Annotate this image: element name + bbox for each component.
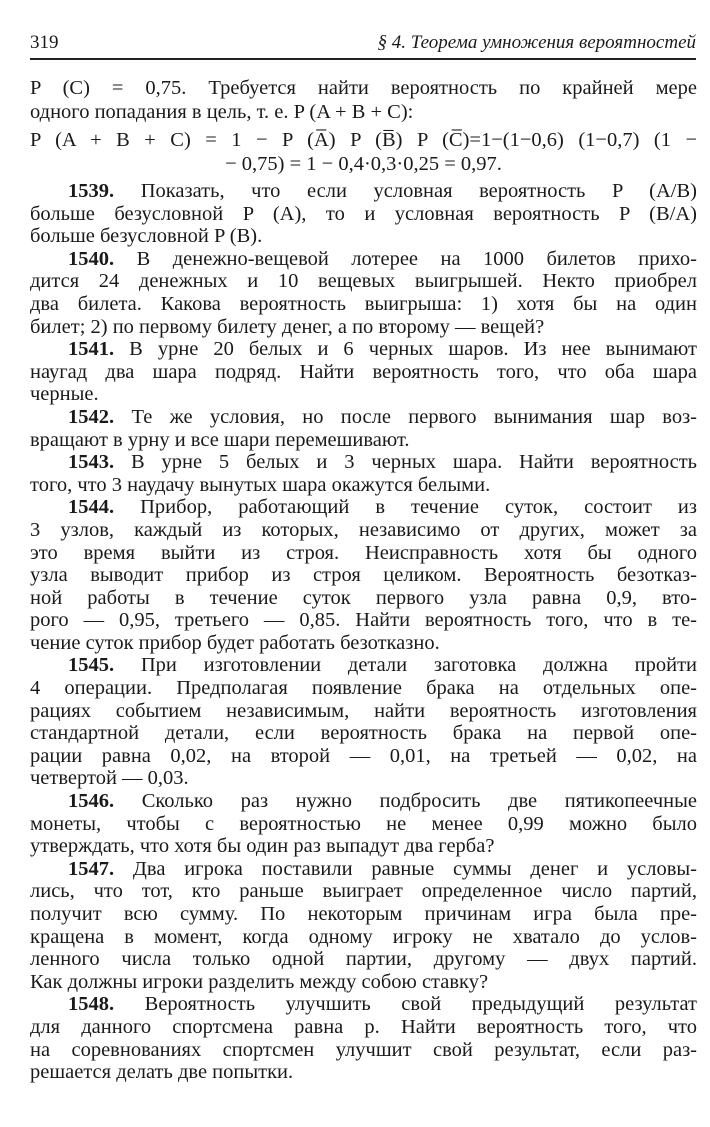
text-line: узла выводит прибор из строя целиком. Вероятность безотказ- [30, 564, 697, 587]
text-line: кращена в момент, когда одному игроку не хватало до услов- [30, 925, 697, 948]
text-line: наугад два шара подряд. Найти вероятность того, что оба шара [30, 360, 697, 383]
problem-text: Сколько раз нужно подбросить две пятикопеечные [141, 790, 697, 813]
problem-text: Вероятность улучшить свой предыдущий результат [144, 993, 698, 1016]
text-line [30, 654, 697, 677]
text-line: ной работы в течение суток первого узла равна 0,9, вто- [30, 586, 697, 609]
text-line: лись, что тот, кто раньше выиграет определенное число партий, [30, 880, 697, 903]
problem-text: Прибор, работающий в течение суток, состоит из [140, 496, 697, 519]
text-line: больше безусловной P (A), то и условная вероятность P (B/A) [30, 202, 697, 225]
problem-text: Те же условия, но после первого вынимания шар воз- [131, 405, 698, 428]
running-header [30, 32, 696, 60]
problem-number: 1543. [68, 451, 115, 474]
problem-text: В урне 5 белых и 3 черных шара. Найти вероятность [130, 451, 697, 474]
text-line: два билета. Какова вероятность выигрыша: 1) хотя бы на один [30, 292, 697, 315]
problem-1539 [30, 180, 697, 248]
text-line [30, 858, 697, 881]
text-line [30, 451, 697, 474]
text-line: чение суток прибор будет работать безотказно. [30, 631, 440, 654]
text-line [30, 180, 697, 203]
problem-text: В денежно-вещевой лотерее на 1000 билетов прихо- [136, 247, 698, 270]
problem-number: 1539. [68, 180, 115, 202]
problem-text: При изготовлении детали заготовка должна пройти [140, 654, 697, 677]
text-line: P (C) = 0,75. Требуется найти вероятность по крайней мере [30, 77, 697, 99]
text-line: решается делать две попытки. [30, 1061, 294, 1084]
text-line: дится 24 денежных и 10 вещевых выигрышей. Некто приобрел [30, 270, 697, 293]
problem-number: 1542. [68, 405, 115, 428]
problem-number: 1540. [68, 247, 115, 270]
text-line: стандартной детали, если вероятность брака на первой опе- [30, 722, 697, 745]
text-line: получит всю сумму. По некоторым причинам игра была пре- [30, 903, 697, 925]
problem-number: 1546. [68, 790, 115, 813]
text-line: монеты, чтобы с вероятностью не менее 0,99 можно было [30, 812, 697, 835]
text-line: утверждать, что хотя бы один раз выпадут два герба? [30, 835, 495, 858]
text-line: того, что 3 наудачу вынутых шара окажутся белыми. [30, 473, 491, 496]
formula-line: − 0,75) = 1 − 0,4·0,3·0,25 = 0,97. [225, 153, 502, 175]
text-line: рации равна 0,02, на второй — 0,01, на третьей — 0,02, на [30, 744, 697, 767]
problem-text: Показать, что если условная вероятность P (A/B) [140, 180, 697, 202]
text-line: черные. [30, 383, 99, 406]
problem-number: 1547. [68, 857, 115, 880]
text-line [30, 338, 697, 361]
problem-1540 [30, 248, 697, 338]
text-line: рациях событием независимым, найти вероятность изготовления [30, 699, 697, 722]
text-line [30, 496, 697, 519]
text-line: больше безусловной P (B). [30, 225, 263, 248]
problem-1546 [30, 790, 697, 858]
text-line: 3 узлов, каждый из которых, независимо от других, может за [30, 518, 697, 541]
page-body [30, 76, 697, 1084]
problem-1547 [30, 858, 697, 994]
text-line: билет; 2) по первому билету денег, а по второму — вещей? [30, 315, 545, 338]
page-number: 319 [30, 32, 59, 53]
text-line [30, 790, 697, 813]
problem-number: 1548. [68, 993, 115, 1016]
problem-1542 [30, 406, 697, 451]
problem-1544 [30, 496, 697, 654]
problem-number: 1545. [68, 654, 115, 677]
problem-number: 1541. [68, 338, 115, 361]
section-title: § 4. Теорема умножения вероятностей [377, 32, 696, 53]
text-line: 4 операции. Предполагая появление брака на отдельных опе- [30, 677, 697, 700]
problem-text: В урне 20 белых и 6 черных шаров. Из нее вынимают [129, 338, 698, 361]
problem-text: Два игрока поставили равные суммы денег и условы- [132, 857, 698, 880]
text-line: ленного числа только одной партии, другому — двух партий. [30, 948, 697, 971]
problem-1548 [30, 993, 697, 1083]
text-line: на соревнованиях спортсмен улучшит свой результат, если раз- [30, 1038, 697, 1061]
text-line: четвертой — 0,03. [30, 767, 189, 790]
text-line: Как должны игроки разделить между собою ставку? [30, 970, 489, 993]
text-line: рого — 0,95, третьего — 0,85. Найти вероятность того, что в те- [30, 609, 697, 632]
formula-line: P (A + B + C) = 1 − P (A̅) P (B̅) P (C̅)=1−(1−0,6) (1−0,7) (1 − [30, 129, 697, 151]
text-line: для данного спортсмена равна p. Найти вероятность того, что [30, 1015, 697, 1038]
problem-1541 [30, 338, 697, 406]
text-line [30, 406, 697, 429]
text-line: вращают в урну и все шари перемешивают. [30, 428, 410, 451]
text-line: одного попадания в цель, т. е. P (A + B + C): [30, 101, 414, 123]
problem-list [30, 180, 697, 1084]
text-line: это время выйти из строя. Неисправность хотя бы одного [30, 541, 697, 564]
problem-number: 1544. [68, 496, 115, 519]
problem-1543 [30, 451, 697, 496]
problem-1545 [30, 654, 697, 790]
intro-text [30, 76, 697, 180]
text-line [30, 993, 697, 1016]
text-line [30, 248, 697, 271]
